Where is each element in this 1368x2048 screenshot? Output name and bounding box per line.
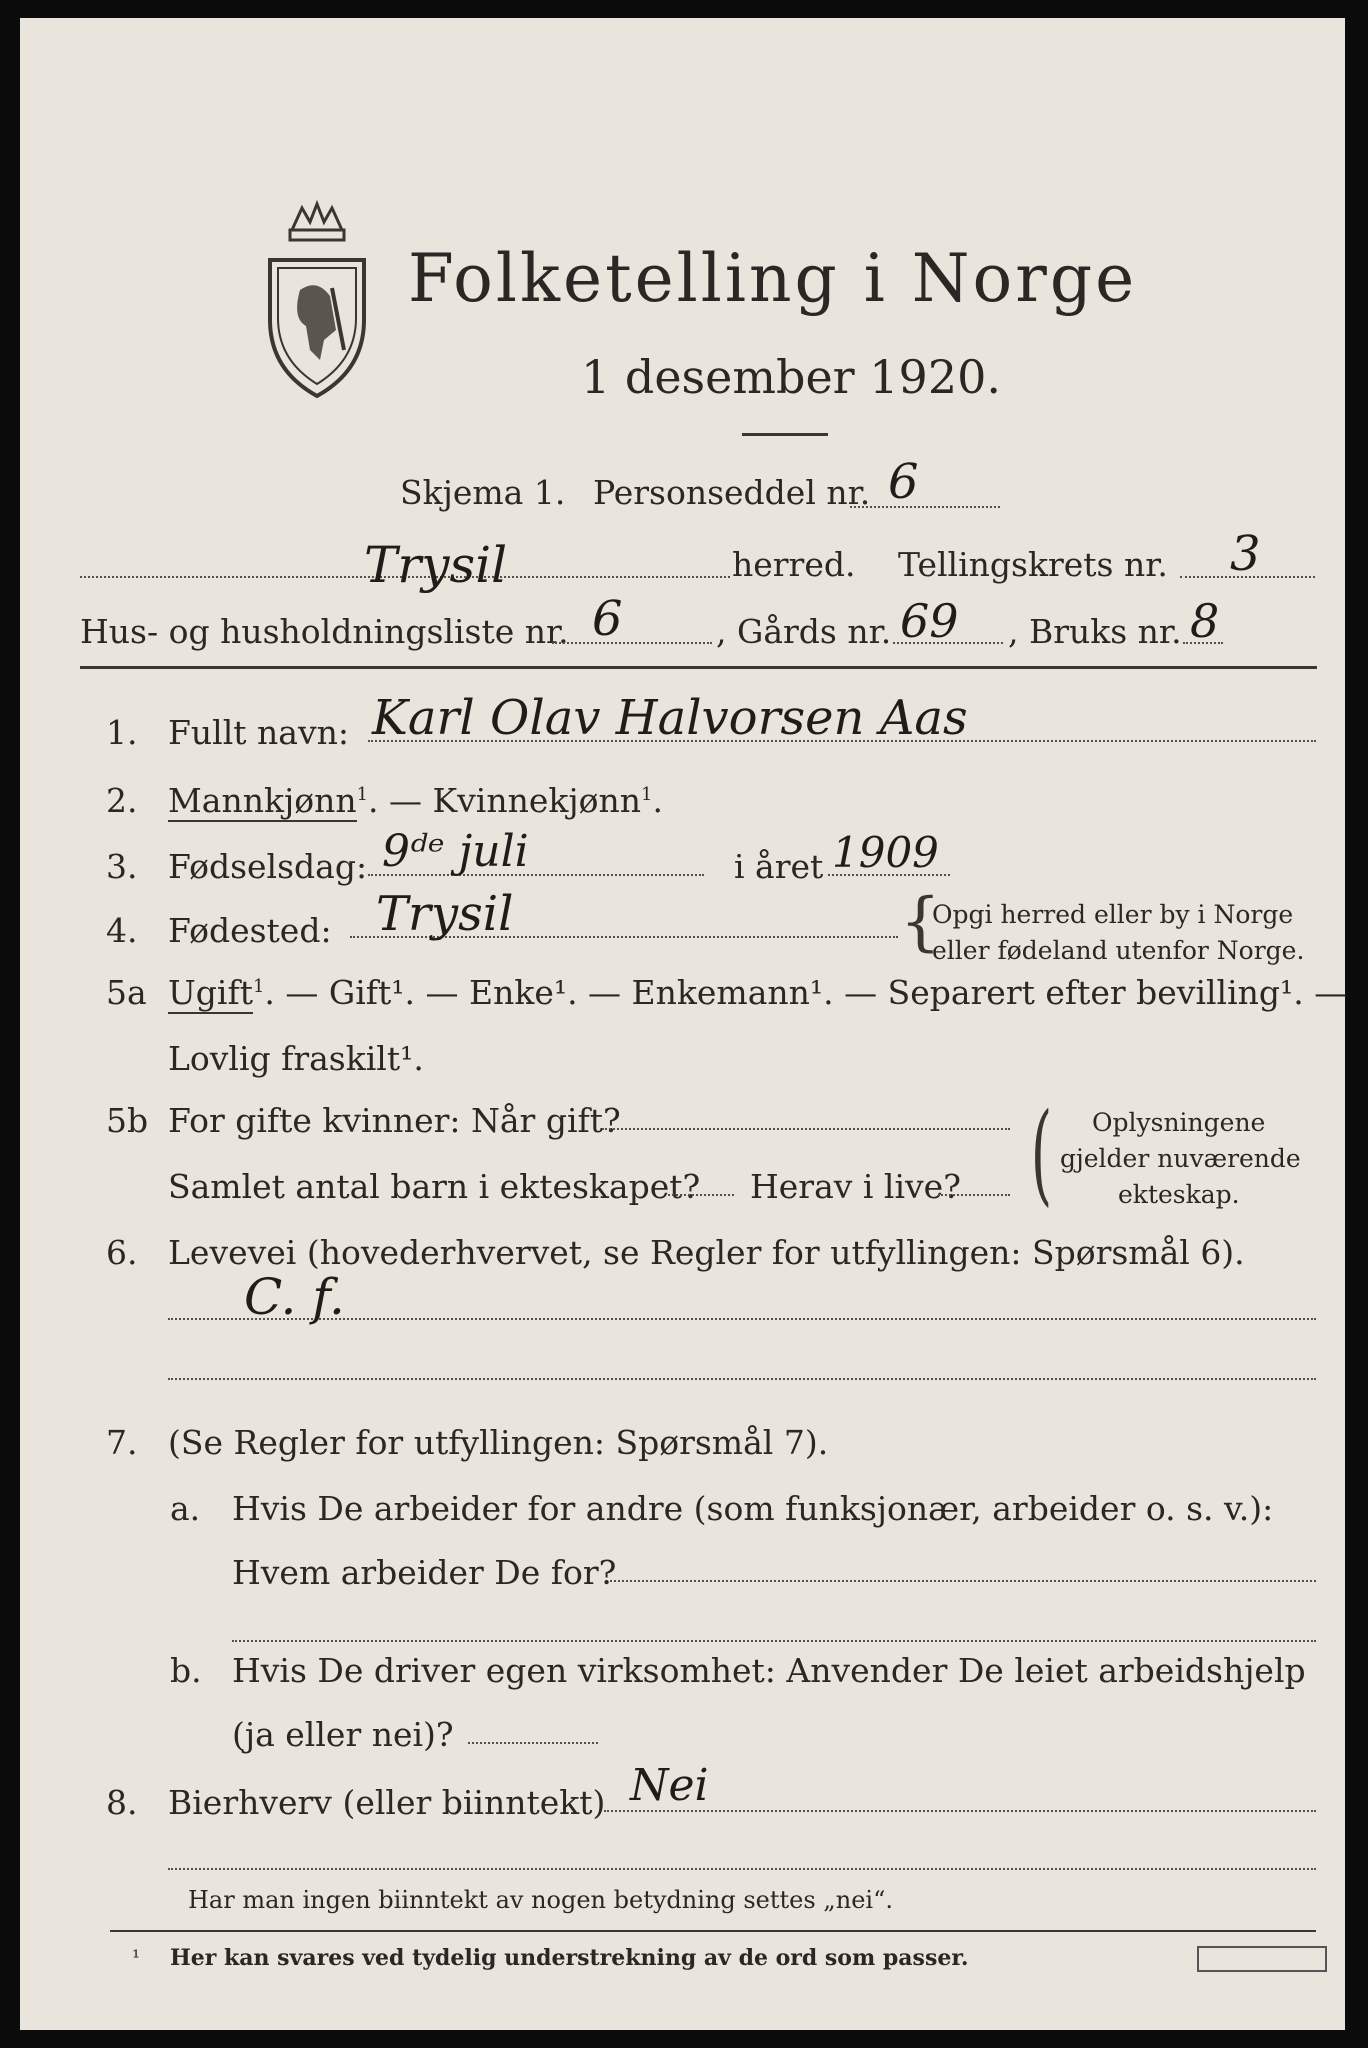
q4-note-1: Opgi herred eller by i Norge bbox=[932, 900, 1294, 929]
children-alive-line bbox=[938, 1194, 1010, 1196]
hus-label: Hus- og husholdningsliste nr. bbox=[80, 612, 569, 651]
q3-number: 3. bbox=[106, 847, 138, 886]
q4-number: 4. bbox=[106, 911, 138, 950]
header-rule bbox=[80, 666, 1317, 669]
herred-label: herred. bbox=[732, 545, 856, 584]
year-label: i året bbox=[734, 847, 824, 886]
q5b-line2b: Herav i live? bbox=[750, 1167, 961, 1206]
q7b-number: b. bbox=[170, 1651, 202, 1690]
option-ugift[interactable]: Ugift bbox=[168, 973, 253, 1012]
employer-line-2 bbox=[232, 1640, 1316, 1642]
q6-number: 6. bbox=[106, 1233, 138, 1272]
q7-label: (Se Regler for utfyllingen: Spørsmål 7). bbox=[168, 1423, 829, 1462]
q6-label: Levevei (hovederhvervet, se Regler for utfyllingen: Spørsmål 6). bbox=[168, 1233, 1245, 1272]
q8-label: Bierhverv (eller biinntekt) bbox=[168, 1783, 606, 1822]
q2-options: Mannkjønn$^1$. — Kvinnekjønn$^1$. bbox=[168, 781, 663, 820]
children-count-line bbox=[668, 1194, 734, 1196]
footnote-mark: ¹ bbox=[132, 1945, 141, 1969]
full-name-value[interactable]: Karl Olav Halvorsen Aas bbox=[372, 690, 968, 746]
option-kvinnekjonn[interactable]: Kvinnekjønn bbox=[432, 781, 642, 820]
hus-line bbox=[552, 642, 712, 644]
option-mannkjonn[interactable]: Mannkjønn bbox=[168, 781, 357, 820]
q5b-note-3: ekteskap. bbox=[1118, 1180, 1240, 1209]
tellingskrets-label: Tellingskrets nr. bbox=[898, 545, 1168, 584]
personseddel-line bbox=[850, 506, 1000, 508]
hus-value[interactable]: 6 bbox=[592, 591, 623, 647]
side-income-value[interactable]: Nei bbox=[630, 1760, 709, 1811]
side-income-line-1 bbox=[604, 1810, 1316, 1812]
q2-separator: . — bbox=[368, 781, 433, 820]
q5a-rest-options[interactable]: . — Gift¹. — Enke¹. — Enkemann¹. — Separert efter bevilling¹. — bbox=[264, 973, 1348, 1012]
herred-value[interactable]: Trysil bbox=[364, 536, 508, 594]
q5b-note-1: Oplysningene bbox=[1092, 1108, 1266, 1137]
skjema-label: Skjema 1. bbox=[400, 473, 566, 512]
q5b-note-2: gjelder nuværende bbox=[1060, 1144, 1301, 1173]
q4-label: Fødested: bbox=[168, 911, 332, 950]
q5b-number: 5b bbox=[106, 1101, 149, 1140]
q2-number: 2. bbox=[106, 781, 138, 820]
q5a-number: 5a bbox=[106, 973, 147, 1012]
q4-note-2: eller fødeland utenfor Norge. bbox=[932, 936, 1305, 965]
nei-instruction: Har man ingen biinntekt av nogen betydning settes „nei“. bbox=[188, 1886, 893, 1914]
gards-value[interactable]: 69 bbox=[900, 594, 959, 648]
q4-brace: { bbox=[900, 885, 941, 959]
q5b-brace: ( bbox=[1030, 1089, 1053, 1217]
norway-coat-of-arms-icon bbox=[262, 200, 372, 400]
q7a-number: a. bbox=[170, 1489, 201, 1528]
q7b-line2: (ja eller nei)? bbox=[232, 1715, 454, 1754]
q2-end: . bbox=[652, 781, 663, 820]
census-form bbox=[20, 18, 1348, 2030]
hired-help-line bbox=[468, 1742, 598, 1744]
birthplace-value[interactable]: Trysil bbox=[376, 886, 514, 942]
married-when-line bbox=[602, 1128, 1010, 1130]
printer-stamp bbox=[1197, 1946, 1327, 1972]
tellingskrets-value[interactable]: 3 bbox=[1230, 526, 1261, 582]
q7b-line1: Hvis De driver egen virksomhet: Anvender De leiet arbeidshjelp bbox=[232, 1651, 1306, 1690]
bruks-label: , Bruks nr. bbox=[1008, 612, 1182, 651]
q7a-line2: Hvem arbeider De for? bbox=[232, 1553, 617, 1592]
title-divider bbox=[742, 433, 828, 436]
q5b-line2a: Samlet antal barn i ekteskapet? bbox=[168, 1167, 701, 1206]
q1-number: 1. bbox=[106, 713, 138, 752]
q5a-line2[interactable]: Lovlig fraskilt¹. bbox=[168, 1039, 424, 1078]
side-income-line-2 bbox=[168, 1868, 1316, 1870]
q5b-line1: For gifte kvinner: Når gift? bbox=[168, 1101, 621, 1140]
gards-label: , Gårds nr. bbox=[716, 612, 892, 651]
q7-number: 7. bbox=[106, 1423, 138, 1462]
personseddel-value[interactable]: 6 bbox=[888, 454, 919, 510]
bruks-value[interactable]: 8 bbox=[1190, 594, 1220, 648]
personseddel-label: Personseddel nr. bbox=[593, 473, 871, 512]
footer-rule bbox=[110, 1930, 1316, 1932]
year-value[interactable]: 1909 bbox=[832, 828, 939, 877]
q8-number: 8. bbox=[106, 1783, 138, 1822]
q3-label: Fødselsdag: bbox=[168, 847, 368, 886]
q7a-line1: Hvis De arbeider for andre (som funksjonær, arbeider o. s. v.): bbox=[232, 1489, 1274, 1528]
employer-line-1 bbox=[610, 1580, 1316, 1582]
q5a-options: Ugift$^1$. — Gift¹. — Enke¹. — Enkemann¹. — Separert efter bevilling¹. — bbox=[168, 973, 1348, 1012]
q1-label: Fullt navn: bbox=[168, 713, 349, 752]
occupation-line-2 bbox=[168, 1378, 1316, 1380]
occupation-value[interactable]: C. f. bbox=[244, 1268, 345, 1326]
census-date: 1 desember 1920. bbox=[581, 350, 1001, 404]
form-title: Folketelling i Norge bbox=[408, 240, 1138, 317]
birthday-value[interactable]: 9ᵈᵉ juli bbox=[382, 826, 529, 877]
footnote-text: Her kan svares ved tydelig understrekning av de ord som passer. bbox=[170, 1945, 969, 1971]
